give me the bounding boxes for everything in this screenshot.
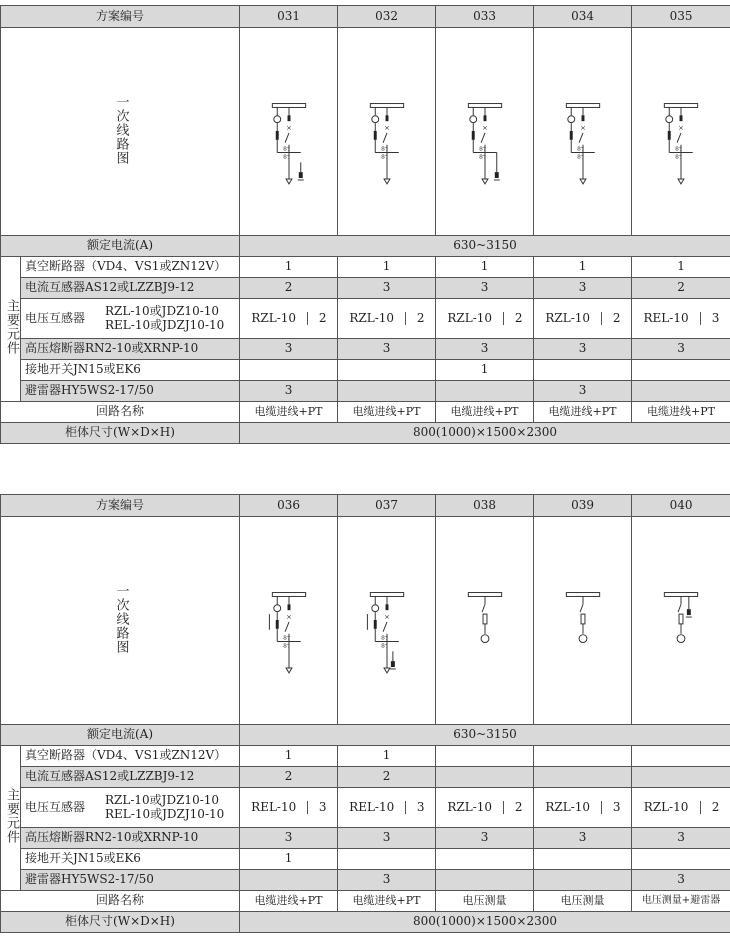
circuit-name: 电缆进线+PT	[632, 402, 730, 423]
pt-label-main: 电压互感器	[25, 799, 86, 814]
qty-cell	[436, 767, 534, 788]
qty-cell	[436, 849, 534, 870]
pt-qty: 3	[711, 311, 720, 325]
scheme-number: 031	[240, 6, 338, 28]
scheme-number: 034	[534, 6, 632, 28]
svg-text:8⁊: 8⁊	[577, 146, 584, 153]
main-components-label: 主要元件	[1, 257, 21, 402]
qty-cell	[436, 746, 534, 767]
pt-qty: 3	[612, 800, 621, 814]
qty-cell	[534, 767, 632, 788]
component-label: 接地开关JN15或EK6	[21, 360, 240, 381]
pt-qty: 2	[318, 311, 327, 325]
diagram-label: 一次线路图	[1, 28, 240, 236]
pt-cell	[436, 788, 534, 828]
scheme-number: 038	[436, 495, 534, 517]
qty-cell	[338, 381, 436, 402]
svg-text:×: ×	[384, 612, 390, 621]
scheme-number: 036	[240, 495, 338, 517]
one-line-diagram-icon	[240, 534, 338, 704]
qty-cell	[534, 746, 632, 767]
pt-model-1: RZL-10或JDZ10-10	[105, 793, 220, 807]
rated-current-label: 额定电流(A)	[1, 725, 240, 746]
component-label: 高压熔断器RN2-10或XRNP-10	[21, 828, 240, 849]
one-line-diagram-icon	[436, 45, 534, 215]
rated-current-label: 额定电流(A)	[1, 236, 240, 257]
qty-cell: 3	[338, 828, 436, 849]
qty-cell	[632, 767, 730, 788]
svg-text:8⁊: 8⁊	[479, 146, 486, 153]
qty-cell: 3	[240, 381, 338, 402]
circuit-name: 电缆进线+PT	[534, 402, 632, 423]
qty-cell: 1	[338, 257, 436, 278]
scheme-number: 037	[338, 495, 436, 517]
svg-text:8⁊: 8⁊	[283, 146, 290, 153]
one-line-diagram-icon	[338, 534, 436, 704]
pt-type: RZL-10	[632, 801, 701, 815]
circuit-diagram	[240, 517, 338, 725]
pt-qty: 2	[416, 311, 425, 325]
circuit-diagram	[632, 517, 730, 725]
qty-cell: 1	[534, 257, 632, 278]
rated-current-value: 630~3150	[240, 725, 730, 746]
svg-text:8⁊: 8⁊	[381, 146, 388, 153]
svg-text:8⁊: 8⁊	[283, 643, 290, 650]
scheme-number: 039	[534, 495, 632, 517]
pt-cell	[338, 788, 436, 828]
pt-type: RZL-10	[338, 312, 406, 326]
qty-cell: 3	[534, 381, 632, 402]
qty-cell	[632, 849, 730, 870]
circuit-diagram	[632, 28, 730, 236]
svg-text:8⁊: 8⁊	[381, 154, 388, 161]
pt-cell	[632, 788, 730, 828]
pt-type: REL-10	[338, 801, 406, 815]
pt-model-2: REL-10或JDZJ10-10	[105, 806, 225, 821]
circuit-diagram	[436, 28, 534, 236]
one-line-diagram-icon	[338, 45, 436, 215]
qty-cell	[534, 870, 632, 891]
component-label: 避雷器HY5WS2-17/50	[21, 381, 240, 402]
component-label: 接地开关JN15或EK6	[21, 849, 240, 870]
svg-text:8⁊: 8⁊	[577, 154, 584, 161]
pt-label	[21, 788, 240, 828]
svg-text:8⁊: 8⁊	[675, 154, 682, 161]
pt-type: RZL-10	[534, 312, 602, 326]
pt-model-2: REL-10或JDZJ10-10	[105, 317, 225, 332]
qty-cell	[436, 870, 534, 891]
cabinet-size-label: 柜体尺寸(W×D×H)	[1, 912, 240, 933]
qty-cell	[632, 746, 730, 767]
pt-cell	[240, 299, 338, 339]
pt-qty: 2	[612, 311, 621, 325]
circuit-name: 电压测量	[436, 891, 534, 912]
pt-qty: 2	[514, 800, 523, 814]
pt-cell	[534, 299, 632, 339]
qty-cell: 1	[436, 257, 534, 278]
cabinet-size-label: 柜体尺寸(W×D×H)	[1, 423, 240, 444]
qty-cell: 2	[240, 767, 338, 788]
qty-cell: 1	[240, 257, 338, 278]
svg-text:×: ×	[482, 123, 488, 132]
circuit-name: 电缆进线+PT	[338, 891, 436, 912]
pt-qty: 3	[416, 800, 425, 814]
qty-cell: 3	[534, 828, 632, 849]
qty-cell	[338, 849, 436, 870]
pt-qty: 2	[711, 800, 720, 814]
pt-cell	[436, 299, 534, 339]
pt-label-main: 电压互感器	[25, 310, 86, 325]
pt-type: RZL-10	[436, 801, 504, 815]
pt-type: RZL-10	[436, 312, 504, 326]
qty-cell: 2	[240, 278, 338, 299]
pt-cell	[632, 299, 730, 339]
circuit-name: 电压测量	[534, 891, 632, 912]
rated-current-value: 630~3150	[240, 236, 730, 257]
scheme-number: 035	[632, 6, 730, 28]
circuit-name-label: 回路名称	[1, 891, 240, 912]
one-line-diagram-icon	[436, 534, 534, 704]
one-line-diagram-icon	[632, 534, 730, 704]
svg-text:×: ×	[286, 123, 292, 132]
svg-text:8⁊: 8⁊	[381, 635, 388, 642]
pt-type: REL-10	[632, 312, 701, 326]
pt-label	[21, 299, 240, 339]
qty-cell	[436, 381, 534, 402]
scheme-table-1	[0, 5, 730, 444]
pt-model-1: RZL-10或JDZ10-10	[105, 304, 220, 318]
circuit-name: 电缆进线+PT	[240, 402, 338, 423]
qty-cell: 3	[632, 828, 730, 849]
component-label: 真空断路器（VD4、VS1或ZN12V）	[21, 257, 240, 278]
circuit-name: 电缆进线+PT	[436, 402, 534, 423]
circuit-diagram	[534, 28, 632, 236]
scheme-table-2	[0, 494, 730, 933]
component-label: 真空断路器（VD4、VS1或ZN12V）	[21, 746, 240, 767]
circuit-diagram	[534, 517, 632, 725]
pt-type: REL-10	[240, 801, 308, 815]
qty-cell: 3	[632, 339, 730, 360]
qty-cell: 3	[436, 828, 534, 849]
qty-cell: 1	[436, 360, 534, 381]
circuit-name: 电缆进线+PT	[338, 402, 436, 423]
diagram-label: 一次线路图	[1, 517, 240, 725]
pt-type: RZL-10	[240, 312, 308, 326]
pt-cell	[338, 299, 436, 339]
qty-cell: 3	[436, 339, 534, 360]
qty-cell: 3	[240, 828, 338, 849]
scheme-number: 033	[436, 6, 534, 28]
qty-cell: 3	[632, 870, 730, 891]
qty-cell: 3	[338, 339, 436, 360]
qty-cell: 3	[534, 339, 632, 360]
qty-cell: 2	[338, 767, 436, 788]
qty-cell	[240, 870, 338, 891]
svg-text:×: ×	[580, 123, 586, 132]
svg-text:×: ×	[384, 123, 390, 132]
circuit-diagram	[240, 28, 338, 236]
circuit-name: 电压测量+避雷器	[632, 891, 730, 912]
qty-cell: 1	[632, 257, 730, 278]
qty-cell: 3	[338, 278, 436, 299]
scheme-number: 032	[338, 6, 436, 28]
pt-type: RZL-10	[534, 801, 602, 815]
component-label: 避雷器HY5WS2-17/50	[21, 870, 240, 891]
svg-text:8⁊: 8⁊	[381, 643, 388, 650]
circuit-diagram	[436, 517, 534, 725]
scheme-number: 040	[632, 495, 730, 517]
circuit-name-label: 回路名称	[1, 402, 240, 423]
svg-text:8⁊: 8⁊	[479, 154, 486, 161]
svg-text:×: ×	[678, 123, 684, 132]
one-line-diagram-icon	[240, 45, 338, 215]
svg-text:8⁊: 8⁊	[283, 635, 290, 642]
svg-text:×: ×	[286, 612, 292, 621]
qty-cell: 1	[240, 746, 338, 767]
cabinet-size-value: 800(1000)×1500×2300	[240, 912, 730, 933]
one-line-diagram-icon	[534, 534, 632, 704]
one-line-diagram-icon	[534, 45, 632, 215]
qty-cell: 3	[436, 278, 534, 299]
one-line-diagram-icon	[632, 45, 730, 215]
svg-text:8⁊: 8⁊	[283, 154, 290, 161]
svg-text:8⁊: 8⁊	[675, 146, 682, 153]
circuit-name: 电缆进线+PT	[240, 891, 338, 912]
qty-cell: 3	[534, 278, 632, 299]
pt-cell	[240, 788, 338, 828]
qty-cell	[632, 360, 730, 381]
scheme-number-label: 方案编号	[1, 495, 240, 517]
scheme-number-label: 方案编号	[1, 6, 240, 28]
pt-qty: 3	[318, 800, 327, 814]
qty-cell: 3	[338, 870, 436, 891]
qty-cell	[534, 360, 632, 381]
main-components-label: 主要元件	[1, 746, 21, 891]
cabinet-size-value: 800(1000)×1500×2300	[240, 423, 730, 444]
qty-cell: 1	[338, 746, 436, 767]
qty-cell	[338, 360, 436, 381]
circuit-diagram	[338, 517, 436, 725]
component-label: 电流互感器AS12或LZZBJ9-12	[21, 278, 240, 299]
qty-cell	[632, 381, 730, 402]
qty-cell: 2	[632, 278, 730, 299]
qty-cell	[534, 849, 632, 870]
qty-cell	[240, 360, 338, 381]
circuit-diagram	[338, 28, 436, 236]
qty-cell: 1	[240, 849, 338, 870]
pt-qty: 2	[514, 311, 523, 325]
component-label: 高压熔断器RN2-10或XRNP-10	[21, 339, 240, 360]
component-label: 电流互感器AS12或LZZBJ9-12	[21, 767, 240, 788]
pt-cell	[534, 788, 632, 828]
qty-cell: 3	[240, 339, 338, 360]
